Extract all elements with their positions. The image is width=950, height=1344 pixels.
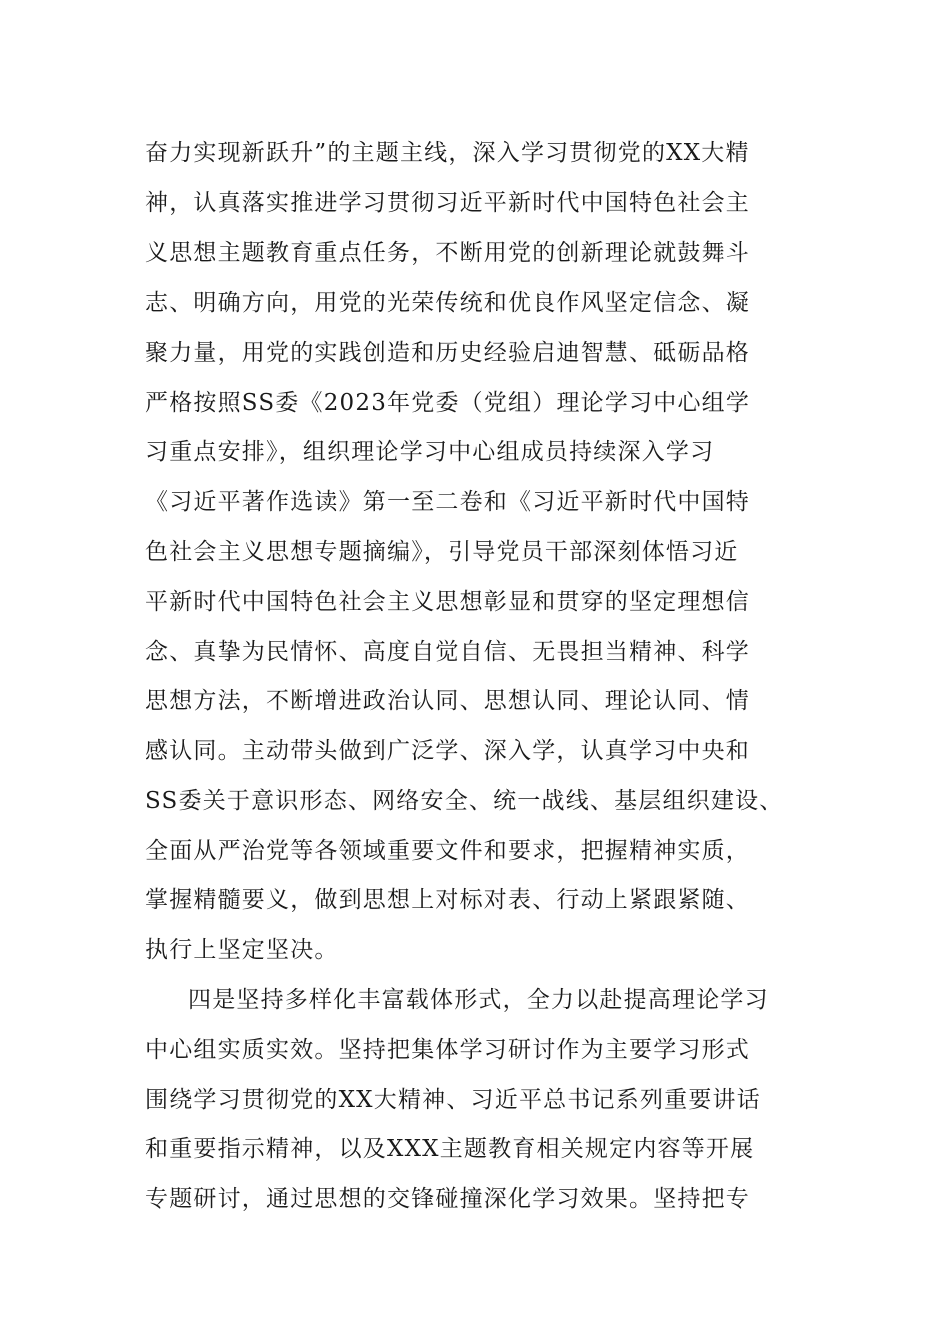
paragraph-first-line: 四是坚持多样化丰富载体形式，全力以赴提高理论学习	[188, 987, 769, 1013]
text-line: 和重要指示精神，以及XXX主题教育相关规定内容等开展	[145, 1136, 755, 1162]
text-line: 平新时代中国特色社会主义思想彰显和贯穿的坚定理想信	[145, 589, 750, 615]
text-line: 《习近平著作选读》第一至二卷和《习近平新时代中国特	[145, 489, 750, 515]
text-line: 全面从严治党等各领域重要文件和要求，把握精神实质，	[145, 838, 750, 864]
text-line: 围绕学习贯彻党的XX大精神、习近平总书记系列重要讲话	[145, 1087, 761, 1113]
text-line: 神，认真落实推进学习贯彻习近平新时代中国特色社会主	[145, 190, 750, 216]
text-line: 思想方法，不断增进政治认同、思想认同、理论认同、情	[145, 688, 750, 714]
text-line: 念、真挚为民情怀、高度自觉自信、无畏担当精神、科学	[145, 639, 750, 665]
text-line: 中心组实质实效。坚持把集体学习研讨作为主要学习形式	[145, 1037, 750, 1063]
text-line: 色社会主义思想专题摘编》，引导党员干部深刻体悟习近	[145, 539, 739, 565]
text-line: 奋力实现新跃升”的主题主线，深入学习贯彻党的XX大精	[145, 140, 750, 166]
text-line: 严格按照SS委《2023年党委（党组）理论学习中心组学	[145, 390, 751, 416]
text-line: 执行上坚定坚决。	[145, 937, 339, 963]
text-line: 专题研讨，通过思想的交锋碰撞深化学习效果。坚持把专	[145, 1186, 750, 1212]
text-line: SS委关于意识形态、网络安全、统一战线、基层组织建设、	[145, 788, 784, 814]
text-line: 志、明确方向，用党的光荣传统和优良作风坚定信念、凝	[145, 290, 750, 316]
text-line: 义思想主题教育重点任务，不断用党的创新理论就鼓舞斗	[145, 240, 750, 266]
text-line: 感认同。主动带头做到广泛学、深入学，认真学习中央和	[145, 738, 750, 764]
text-line: 习重点安排》，组织理论学习中心组成员持续深入学习	[145, 439, 715, 465]
text-line: 聚力量，用党的实践创造和历史经验启迪智慧、砥砺品格	[145, 340, 750, 366]
text-line: 掌握精髓要义，做到思想上对标对表、行动上紧跟紧随、	[145, 887, 750, 913]
